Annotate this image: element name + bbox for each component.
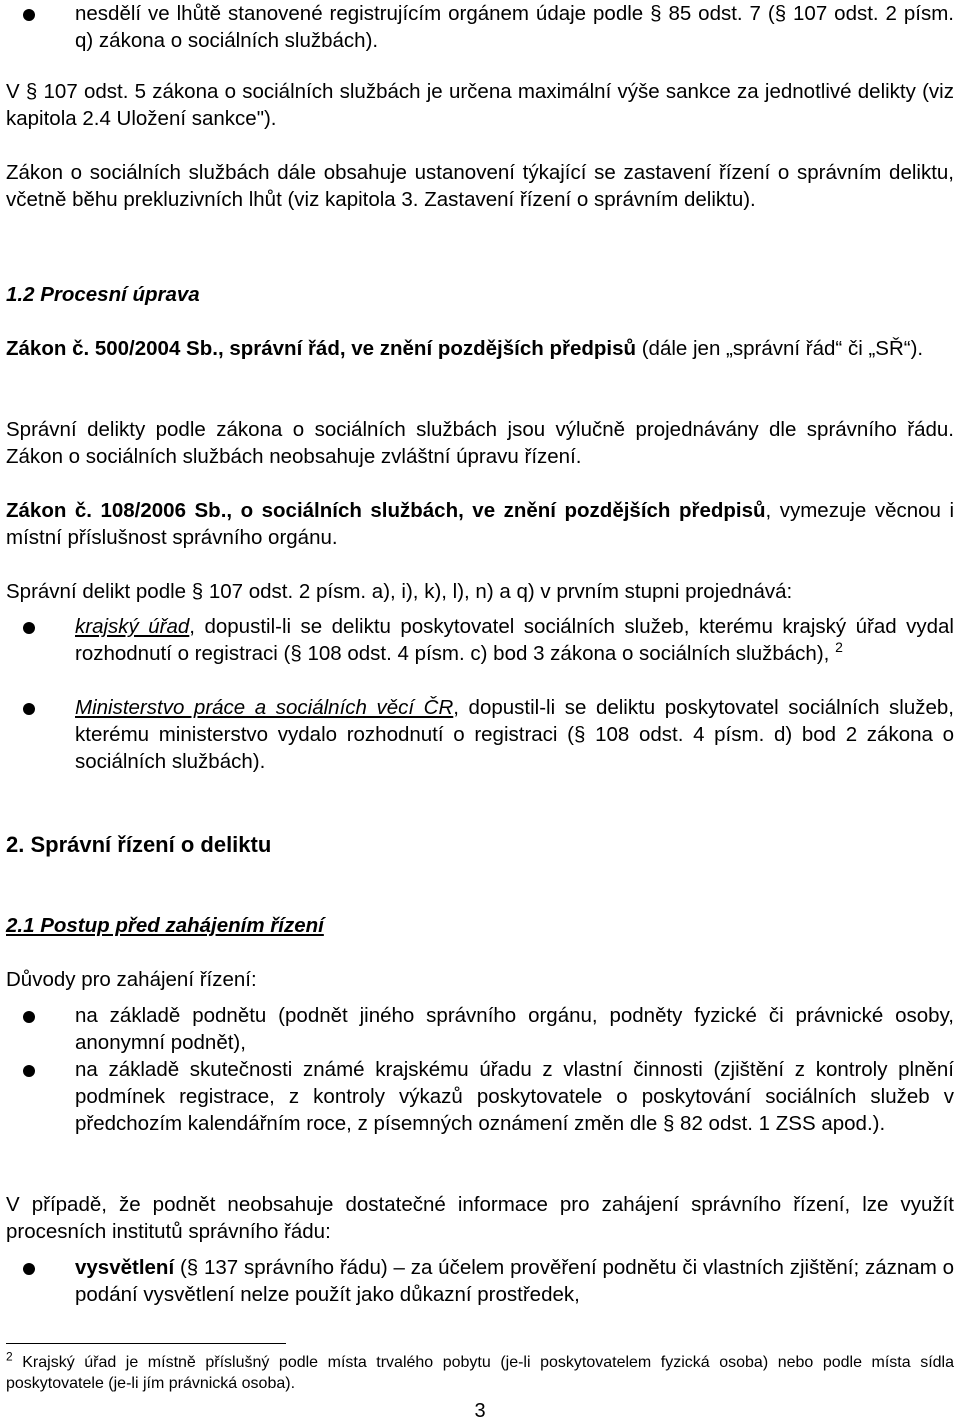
list-item (75, 694, 954, 775)
bullet-icon (23, 9, 35, 21)
list-item-text: , dopustil-li se deliktu poskytovatel sociálních služeb, kterému ministerstvo vydalo rozhodnutí o registraci (§ 108 odst. 4 písm. d) bod 2 zákona o sociálních službách). (75, 696, 954, 773)
list-item: nesdělí ve lhůtě stanovené registrujícím orgánem údaje podle § 85 odst. 7 (§ 107 odst. 2 písm. q) zákona o sociálních službách). (75, 2, 954, 52)
bullet-icon (23, 1263, 35, 1275)
paragraph (6, 497, 954, 551)
paragraph: V případě, že podnět neobsahuje dostatečné informace pro zahájení správního řízení, lze využít procesních institutů správního řádu: (6, 1193, 954, 1243)
footnote-text: Krajský úřad je místně příslušný podle místa trvalého pobytu (je-li poskytovatelem fyzická osoba) nebo podle místa sídla poskytovatele (je-li jím právnická osoba). (6, 1354, 954, 1392)
bullet-icon (23, 1011, 35, 1023)
section-heading: 2. Správní řízení o deliktu (6, 832, 272, 857)
law-reference: Zákon č. 108/2006 Sb., o sociálních službách, ve znění pozdějších předpisů (6, 499, 766, 522)
list-item-text: , dopustil-li se deliktu poskytovatel sociálních služeb, kterému krajský úřad vydal rozhodnutí o registraci (§ 108 odst. 4 písm. c) bod 3 zákona o sociálních službách), (75, 615, 954, 665)
page-number: 3 (474, 1400, 486, 1422)
term: vysvětlení (75, 1256, 175, 1279)
subsection-heading: 2.1 Postup před zahájením řízení (6, 914, 324, 937)
list-item (75, 613, 954, 667)
list-item-text: (§ 137 správního řádu) – za účelem prověření podnětu či vlastních zjištění; záznam o podání vysvětlení nelze použít jako důkazní prostředek, (75, 1256, 954, 1306)
paragraph-text: (dále jen „správní řád“ či „SŘ“). (636, 337, 924, 360)
bullet-icon (23, 1065, 35, 1077)
footnote-separator (6, 1343, 286, 1344)
paragraph-text: , vymezuje věcnou i místní příslušnost správního orgánu. (6, 499, 954, 549)
list-item: na základě podnětu (podnět jiného správního orgánu, podněty fyzické či právnické osoby, anonymní podnět), (75, 1004, 954, 1054)
list-item: na základě skutečnosti známé krajskému úřadu z vlastní činnosti (zjištění z kontroly plnění podmínek registrace, z kontroly výkazů poskytovatele o poskytování sociálních služeb v předchozím kalendářním roce, z písemných oznámení změn dle § 82 odst. 1 ZSS apod.). (75, 1058, 954, 1135)
bullet-icon (23, 622, 35, 634)
paragraph: Důvody pro zahájení řízení: (6, 968, 257, 991)
paragraph: Správní delikty podle zákona o sociálních službách jsou výlučně projednávány dle správního řádu. Zákon o sociálních službách neobsahuje zvláštní úpravu řízení. (6, 418, 954, 468)
paragraph: V § 107 odst. 5 zákona o sociálních službách je určena maximální výše sankce za jednotlivé delikty (viz kapitola 2.4 Uložení sankce"). (6, 80, 954, 130)
section-heading: 1.2 Procesní úprava (6, 283, 200, 306)
authority-name: Ministerstvo práce a sociálních věcí ČR (75, 696, 454, 719)
footnote-number: 2 (6, 1349, 13, 1364)
paragraph: Zákon o sociálních službách dále obsahuje ustanovení týkající se zastavení řízení o správním deliktu, včetně běhu prekluzivních lhůt (viz kapitola 3. Zastavení řízení o správním deliktu). (6, 161, 954, 211)
footnote (6, 1349, 954, 1394)
paragraph: Správní delikt podle § 107 odst. 2 písm. a), i), k), l), n) a q) v prvním stupni projednává: (6, 580, 793, 603)
law-reference: Zákon č. 500/2004 Sb., správní řád, ve znění pozdějších předpisů (6, 337, 637, 360)
footnote-ref: 2 (835, 639, 843, 656)
paragraph (6, 335, 954, 362)
bullet-icon (23, 703, 35, 715)
list-item (75, 1254, 954, 1308)
authority-name: krajský úřad (75, 615, 190, 638)
